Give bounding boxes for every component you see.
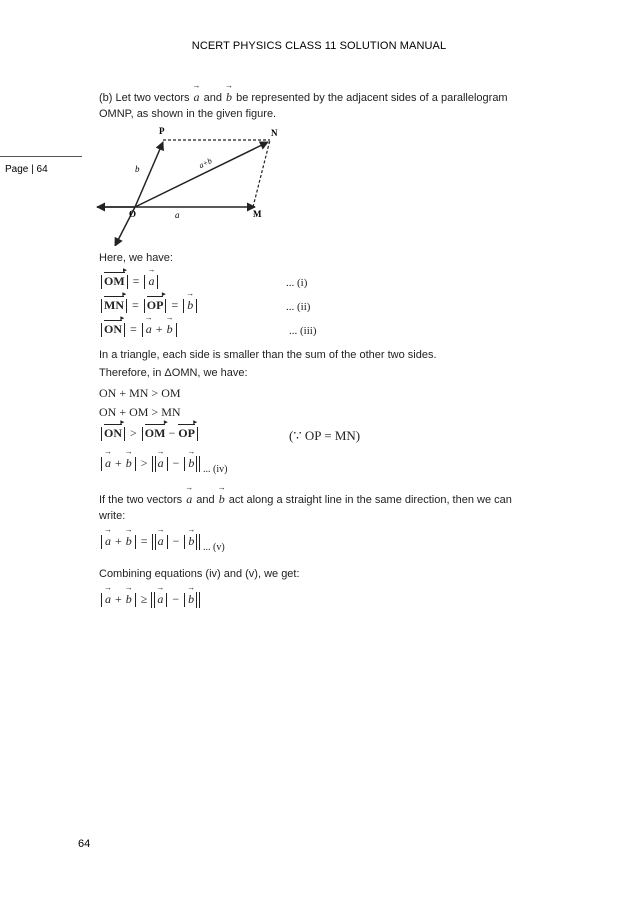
final-c: → a bbox=[156, 592, 164, 607]
label-o: O bbox=[129, 209, 137, 219]
inequality-2: ON + OM > MN bbox=[99, 405, 181, 419]
straight-vector-b: → b bbox=[218, 492, 226, 507]
page-header: NCERT PHYSICS CLASS 11 SOLUTION MANUAL bbox=[191, 40, 447, 52]
side-mn bbox=[253, 140, 270, 207]
ineq3-note: (∵ OP = MN) bbox=[289, 428, 361, 443]
eq3-a: → a bbox=[145, 322, 153, 337]
inequality-1: ON + MN > OM bbox=[99, 386, 181, 400]
eq1-om: OM ▸ bbox=[104, 274, 125, 289]
eq2-op: OP ▸ bbox=[147, 298, 164, 313]
eq5-eq: = bbox=[140, 534, 148, 548]
eq3-on: ON ▸ bbox=[104, 322, 122, 337]
straight-text-b: act along a straight line in the same direction, then we can bbox=[228, 494, 512, 506]
ineq4-a: → a bbox=[104, 456, 112, 471]
ineq4-gt: > bbox=[140, 456, 148, 470]
ineq4-b: → b bbox=[125, 456, 133, 471]
straight-vector-a: → a bbox=[185, 492, 193, 507]
eq2-b: → b bbox=[186, 298, 194, 313]
eq5-plus: + bbox=[115, 534, 122, 548]
intro-line-2: OMNP, as shown in the given figure. bbox=[99, 108, 277, 120]
eq5-a: → a bbox=[104, 534, 112, 549]
label-p: P bbox=[159, 126, 165, 136]
vector-b: → b bbox=[225, 90, 233, 105]
here-text: Here, we have: bbox=[99, 252, 173, 264]
label-n: N bbox=[271, 128, 278, 138]
parallelogram-figure bbox=[95, 126, 285, 246]
ineq3-minus: − bbox=[168, 426, 176, 440]
ineq3-on: ON ▸ bbox=[104, 426, 122, 441]
ineq4-d: → b bbox=[187, 456, 195, 471]
eq3-plus: + bbox=[155, 322, 163, 336]
margin-page-label: Page | 64 bbox=[5, 164, 48, 175]
final-b: → b bbox=[125, 592, 133, 607]
eq2-mn: MN ▸ bbox=[104, 298, 124, 313]
final-ge: ≥ bbox=[140, 592, 148, 606]
eq5-d: → b bbox=[187, 534, 195, 549]
intro-text-a: (b) Let two vectors bbox=[99, 92, 190, 104]
vector-a: → a bbox=[193, 90, 201, 105]
eq1-a: → a bbox=[147, 274, 155, 289]
eq5-b: → b bbox=[125, 534, 133, 549]
margin-rule bbox=[0, 156, 82, 157]
final-minus: − bbox=[172, 592, 180, 606]
intro-and: and bbox=[203, 92, 222, 104]
diagonal-on bbox=[135, 142, 268, 207]
ineq4-c: → a bbox=[157, 456, 165, 471]
ineq4-plus: + bbox=[115, 456, 122, 470]
equation-1: OM ▸ = → a bbox=[99, 274, 160, 289]
inequality-4 bbox=[99, 456, 201, 472]
equation-5-tag: ... (v) bbox=[203, 542, 225, 553]
ineq4-minus: − bbox=[172, 456, 180, 470]
final-plus: + bbox=[115, 592, 122, 606]
label-m: M bbox=[253, 209, 262, 219]
eq3-b: → b bbox=[166, 322, 174, 337]
combining-text: Combining equations (iv) and (v), we get: bbox=[99, 568, 300, 580]
intro-text-b: be represented by the adjacent sides of a parallelogram bbox=[236, 92, 508, 104]
write-text: write: bbox=[99, 510, 126, 522]
straight-line-text bbox=[99, 492, 512, 507]
page-footer-number: 64 bbox=[78, 838, 91, 850]
ineq3-op: OP ▸ bbox=[178, 426, 195, 441]
equation-5 bbox=[99, 534, 201, 550]
label-a: a bbox=[175, 210, 180, 220]
equation-2: MN ▸ = OP ▸ = → b bbox=[99, 298, 199, 313]
inequality-3 bbox=[99, 426, 200, 441]
final-a: → a bbox=[104, 592, 112, 607]
final-d: → b bbox=[187, 592, 195, 607]
label-b: b bbox=[135, 164, 140, 174]
equation-3: ON ▸ = → a + → b bbox=[99, 322, 179, 337]
label-a-plus-b: a+b bbox=[197, 156, 214, 171]
straight-and: and bbox=[196, 494, 215, 506]
equation-2-tag: ... (ii) bbox=[286, 301, 311, 313]
eq5-c: → a bbox=[157, 534, 165, 549]
inequality-4-tag: ... (iv) bbox=[203, 464, 228, 475]
ineq3-gt: > bbox=[130, 426, 137, 440]
equation-3-tag: ... (iii) bbox=[289, 325, 317, 337]
intro-line-1 bbox=[99, 90, 508, 105]
triangle-text: In a triangle, each side is smaller than the sum of the other two sides. bbox=[99, 349, 437, 361]
final-inequality bbox=[99, 592, 201, 608]
ineq3-om: OM ▸ bbox=[145, 426, 166, 441]
eq5-minus: − bbox=[172, 534, 180, 548]
equation-1-tag: ... (i) bbox=[286, 277, 308, 289]
straight-text-a: If the two vectors bbox=[99, 494, 183, 506]
therefore-text: Therefore, in ΔOMN, we have: bbox=[99, 367, 248, 379]
side-op bbox=[135, 142, 163, 207]
